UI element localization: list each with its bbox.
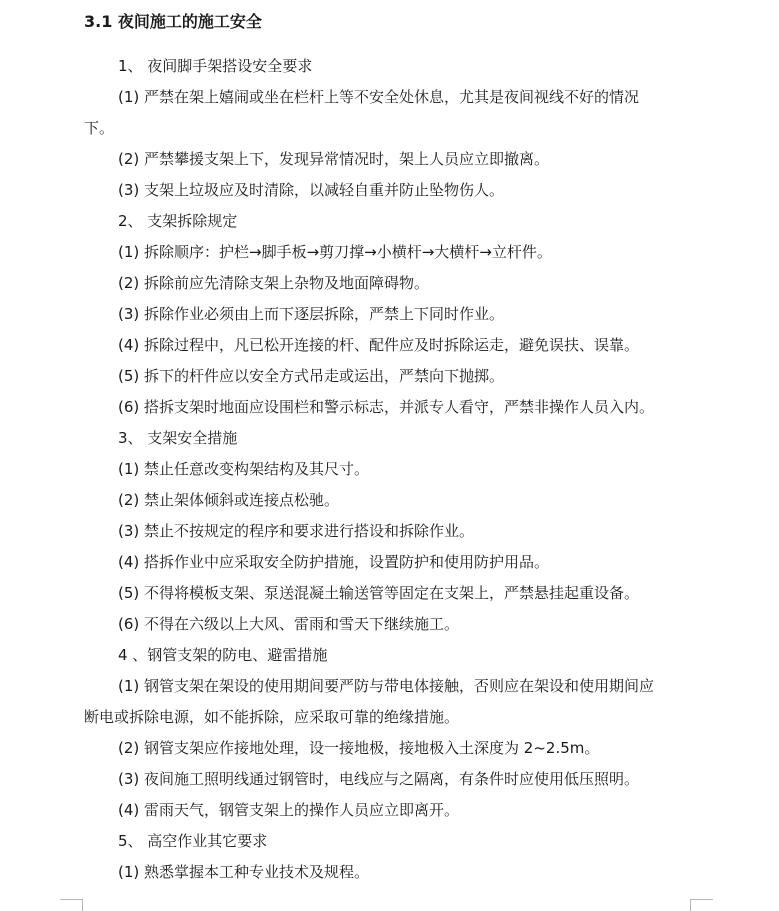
list-item: (2) 严禁攀援支架上下，发现异常情况时，架上人员应立即撤离。 xyxy=(118,150,550,168)
page-corner-mark-right xyxy=(690,899,713,911)
list-item: (1) 钢管支架在架设的使用期间要严防与带电体接触，否则应在架设和使用期间应 xyxy=(118,677,655,695)
list-item: (1) 拆除顺序：护栏→脚手板→剪刀撑→小横杆→大横杆→立杆件。 xyxy=(118,243,552,261)
list-item: (2) 禁止架体倾斜或连接点松驰。 xyxy=(118,491,340,509)
list-item: (3) 禁止不按规定的程序和要求进行搭设和拆除作业。 xyxy=(118,522,475,540)
list-item: (3) 支架上垃圾应及时清除，以减轻自重并防止坠物伤人。 xyxy=(118,181,505,199)
subsection-title: 3、 支架安全措施 xyxy=(118,429,238,447)
subsection-title: 4 、钢管支架的防电、避雷措施 xyxy=(118,646,328,664)
subsection-title: 2、 支架拆除规定 xyxy=(118,212,238,230)
list-item: (5) 拆下的杆件应以安全方式吊走或运出，严禁向下抛掷。 xyxy=(118,367,505,385)
list-item: (4) 搭拆作业中应采取安全防护措施，设置防护和使用防护用品。 xyxy=(118,553,550,571)
subsection-title: 1、 夜间脚手架搭设安全要求 xyxy=(118,57,313,75)
list-item: (2) 钢管支架应作接地处理，设一接地极，接地极入土深度为 2~2.5m。 xyxy=(118,739,600,757)
page-corner-mark-left xyxy=(60,899,83,911)
list-item: (1) 严禁在架上嬉闹或坐在栏杆上等不安全处休息，尤其是夜间视线不好的情况 xyxy=(118,88,640,106)
document-body xyxy=(84,51,694,888)
subsection-title: 5、 高空作业其它要求 xyxy=(118,832,268,850)
list-item: (5) 不得将模板支架、泵送混凝土输送管等固定在支架上，严禁悬挂起重设备。 xyxy=(118,584,640,602)
list-item: (6) 不得在六级以上大风、雷雨和雪天下继续施工。 xyxy=(118,615,460,633)
list-item-continuation: 断电或拆除电源，如不能拆除，应采取可靠的绝缘措施。 xyxy=(84,708,460,726)
list-item: (2) 拆除前应先清除支架上杂物及地面障碍物。 xyxy=(118,274,430,292)
list-item-continuation: 下。 xyxy=(84,119,115,137)
list-item: (1) 熟悉掌握本工种专业技术及规程。 xyxy=(118,863,370,881)
list-item: (1) 禁止任意改变构架结构及其尺寸。 xyxy=(118,460,370,478)
list-item: (4) 雷雨天气，钢管支架上的操作人员应立即离开。 xyxy=(118,801,460,819)
list-item: (3) 夜间施工照明线通过钢管时，电线应与之隔离，有条件时应使用低压照明。 xyxy=(118,770,640,788)
list-item: (6) 搭拆支架时地面应设围栏和警示标志，并派专人看守，严禁非操作人员入内。 xyxy=(118,398,655,416)
section-heading: 3.1 夜间施工的施工安全 xyxy=(84,12,262,31)
list-item: (4) 拆除过程中，凡已松开连接的杆、配件应及时拆除运走，避免误扶、误靠。 xyxy=(118,336,640,354)
list-item: (3) 拆除作业必须由上而下逐层拆除，严禁上下同时作业。 xyxy=(118,305,505,323)
